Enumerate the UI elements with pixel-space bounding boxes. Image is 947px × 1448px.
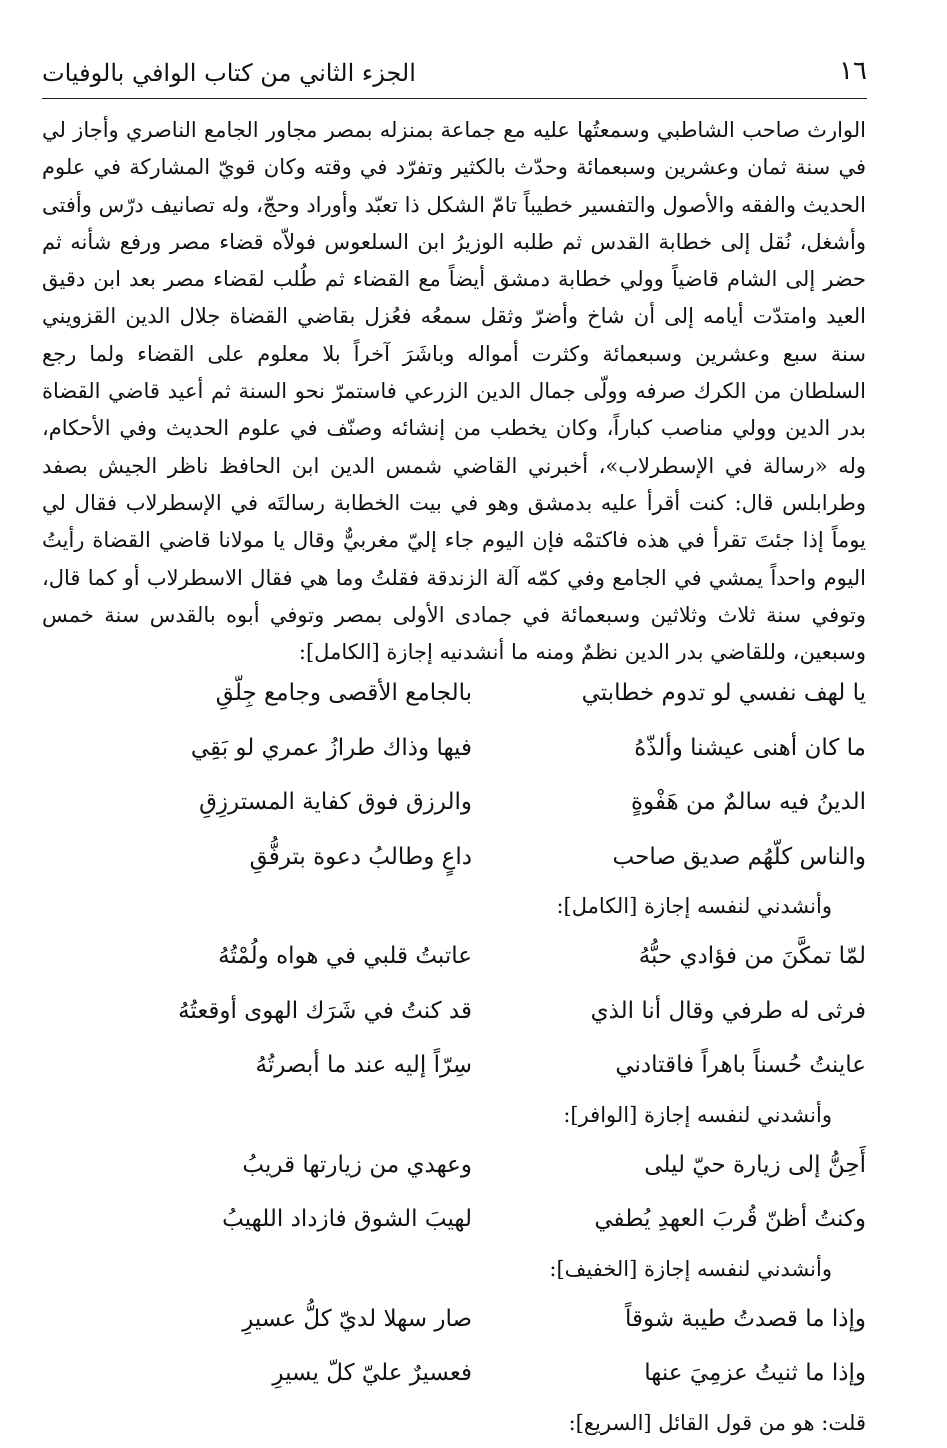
first-hemistich: وإذا ما قصدتُ طيبة شوقاً [624,1305,866,1332]
second-hemistich: بالجامع الأقصى وجامع جِلّقِ [215,680,472,706]
first-hemistich: فرثى له طرفي وقال أنا الذي [590,997,866,1024]
second-hemistich: صار سهلا لديّ كلُّ عسيرِ [242,1305,472,1332]
prose-paragraph: الوارث صاحب الشاطبي وسمعتُها عليه مع جماعة بمنزله بمصر مجاور الجامع الناصري وأجاز لي في سنة ثمان وعشرين وسبعمائة وحدّث بالكثير وتفرّد في وقته وكان قويّ المشاركة في علوم الحديث والفقه والأصول والتفسير خطيباً تامّ الشكل ذا تعبّد وأوراد وحجّ، وله تصانيف درّس وأفتى وأشغل، نُقل إلى خطابة القدس ثم طلبه الوزيرُ ابن السلعوس فولاّه قضاء مصر ورفع شأنه ثم حضر إلى الشام قاضياً وولي خطابة دمشق أيضاً مع القضاء ثم طُلب لقضاء مصر بعد ابن دقيق العيد وامتدّت أيامه إلى أن شاخ وأضرّ وثقل سمعُه فعُزل بقاضي القضاة جلال الدين القزويني سنة سبع وعشرين وسبعمائة وكثرت أمواله وباشَرَ آخراً بلا معلوم على القضاء ولما رجع السلطان من الكرك صرفه وولّى جمال الدين الزرعي فاستمرّ نحو السنة ثم أعيد قاضي القضاة بدر الدين وولي مناصب كباراً، وكان يخطب من إنشائه وصنّف في علوم الحديث وفي الأحكام، وله «رسالة في الإسطرلاب»، أخبرني القاضي شمس الدين ابن الحافظ ناظر الجيش بصفد وطرابلس قال: كنت أقرأ عليه بدمشق وهو في بيت الخطابة رسالتَه في الإسطرلاب فقال لي يوماً إذا جئتَ تقرأ في هذه فاكتمْه فإن اليوم جاء إليّ مغربيٌّ وقال يا مولانا قاضي القضاة رأيتُ اليوم واحداً يمشي في الجامع وفي كمّه آلة الزندقة فقلتُ وما هي فقال الاسطرلاب أو كما قال، وتوفي سنة ثلاث وثلاثين وسبعمائة في جمادى الأولى بمصر وتوفي أبوه بالقدس سنة خمس وسبعين، وللقاضي بدر الدين نظمٌ ومنه ما أنشدنيه إجازة [الكامل]: [42,118,866,665]
second-hemistich: فعسيرٌ عليّ كلّ يسيرِ [272,1360,472,1386]
verse-line [42,931,866,986]
poems-section [42,668,866,1448]
poem-intro: وأنشدني لنفسه إجازة [الوافر]: [563,1102,832,1127]
poem-intro: وأنشدني لنفسه إجازة [الخفيف]: [549,1256,832,1281]
verse-line [42,723,866,778]
first-hemistich: ما كان أهنى عيشنا وألذّهُ [634,734,866,761]
second-hemistich: عاتبتُ قلبي في هواه ولُمْتُهُ [218,943,472,969]
second-hemistich: لهيبَ الشوق فازداد اللهيبُ [222,1206,472,1232]
verse-line [42,1040,866,1095]
second-hemistich: والرزق فوق كفاية المسترزِقِ [199,789,472,815]
verse-line [42,1348,866,1403]
second-hemistich: قد كنتُ في شَرَك الهوى أوقعتُهُ [178,997,472,1024]
verse-line [42,986,866,1041]
closing-line: قلت: هو من قول القائل [السريع]: [568,1410,866,1435]
running-title: الجزء الثاني من كتاب الوافي بالوفيات [42,59,416,87]
first-hemistich: وكنتُ أظنّ قُربَ العهدِ يُطفي [594,1206,866,1232]
verse-line [42,777,866,832]
page-header [42,52,867,99]
first-hemistich: الدينُ فيه سالمٌ من هَفْوةٍ [630,789,866,815]
first-hemistich: لمّا تمكَّنَ من فؤادي حبُّهُ [638,943,866,969]
poem-intro: وأنشدني لنفسه إجازة [الكامل]: [556,894,832,918]
page-number: ١٦ [839,56,867,86]
second-hemistich: داعٍ وطالبُ دعوة بترفُّقِ [249,843,472,870]
first-hemistich: يا لهف نفسي لو تدوم خطابتي [581,680,866,706]
verse-line [42,668,866,723]
verse-line [42,1194,866,1249]
second-hemistich: سِرّاً إليه عند ما أبصرتُهُ [255,1052,472,1078]
verse-line [42,1294,866,1349]
first-hemistich: وإذا ما ثنيتُ عزمِيَ عنها [644,1360,866,1386]
first-hemistich: عاينتُ حُسناً باهراً فاقتادني [615,1052,866,1078]
second-hemistich: فيها وذاك طرازُ عمري لو بَقِي [190,734,472,761]
first-hemistich: أَحِنُّ إلى زيارة حيّ ليلى [644,1151,866,1178]
verse-line [42,1140,866,1195]
first-hemistich: والناس كلّهُم صديق صاحب [612,843,866,870]
second-hemistich: وعهدي من زيارتها قريبُ [242,1151,472,1178]
verse-line [42,832,866,887]
